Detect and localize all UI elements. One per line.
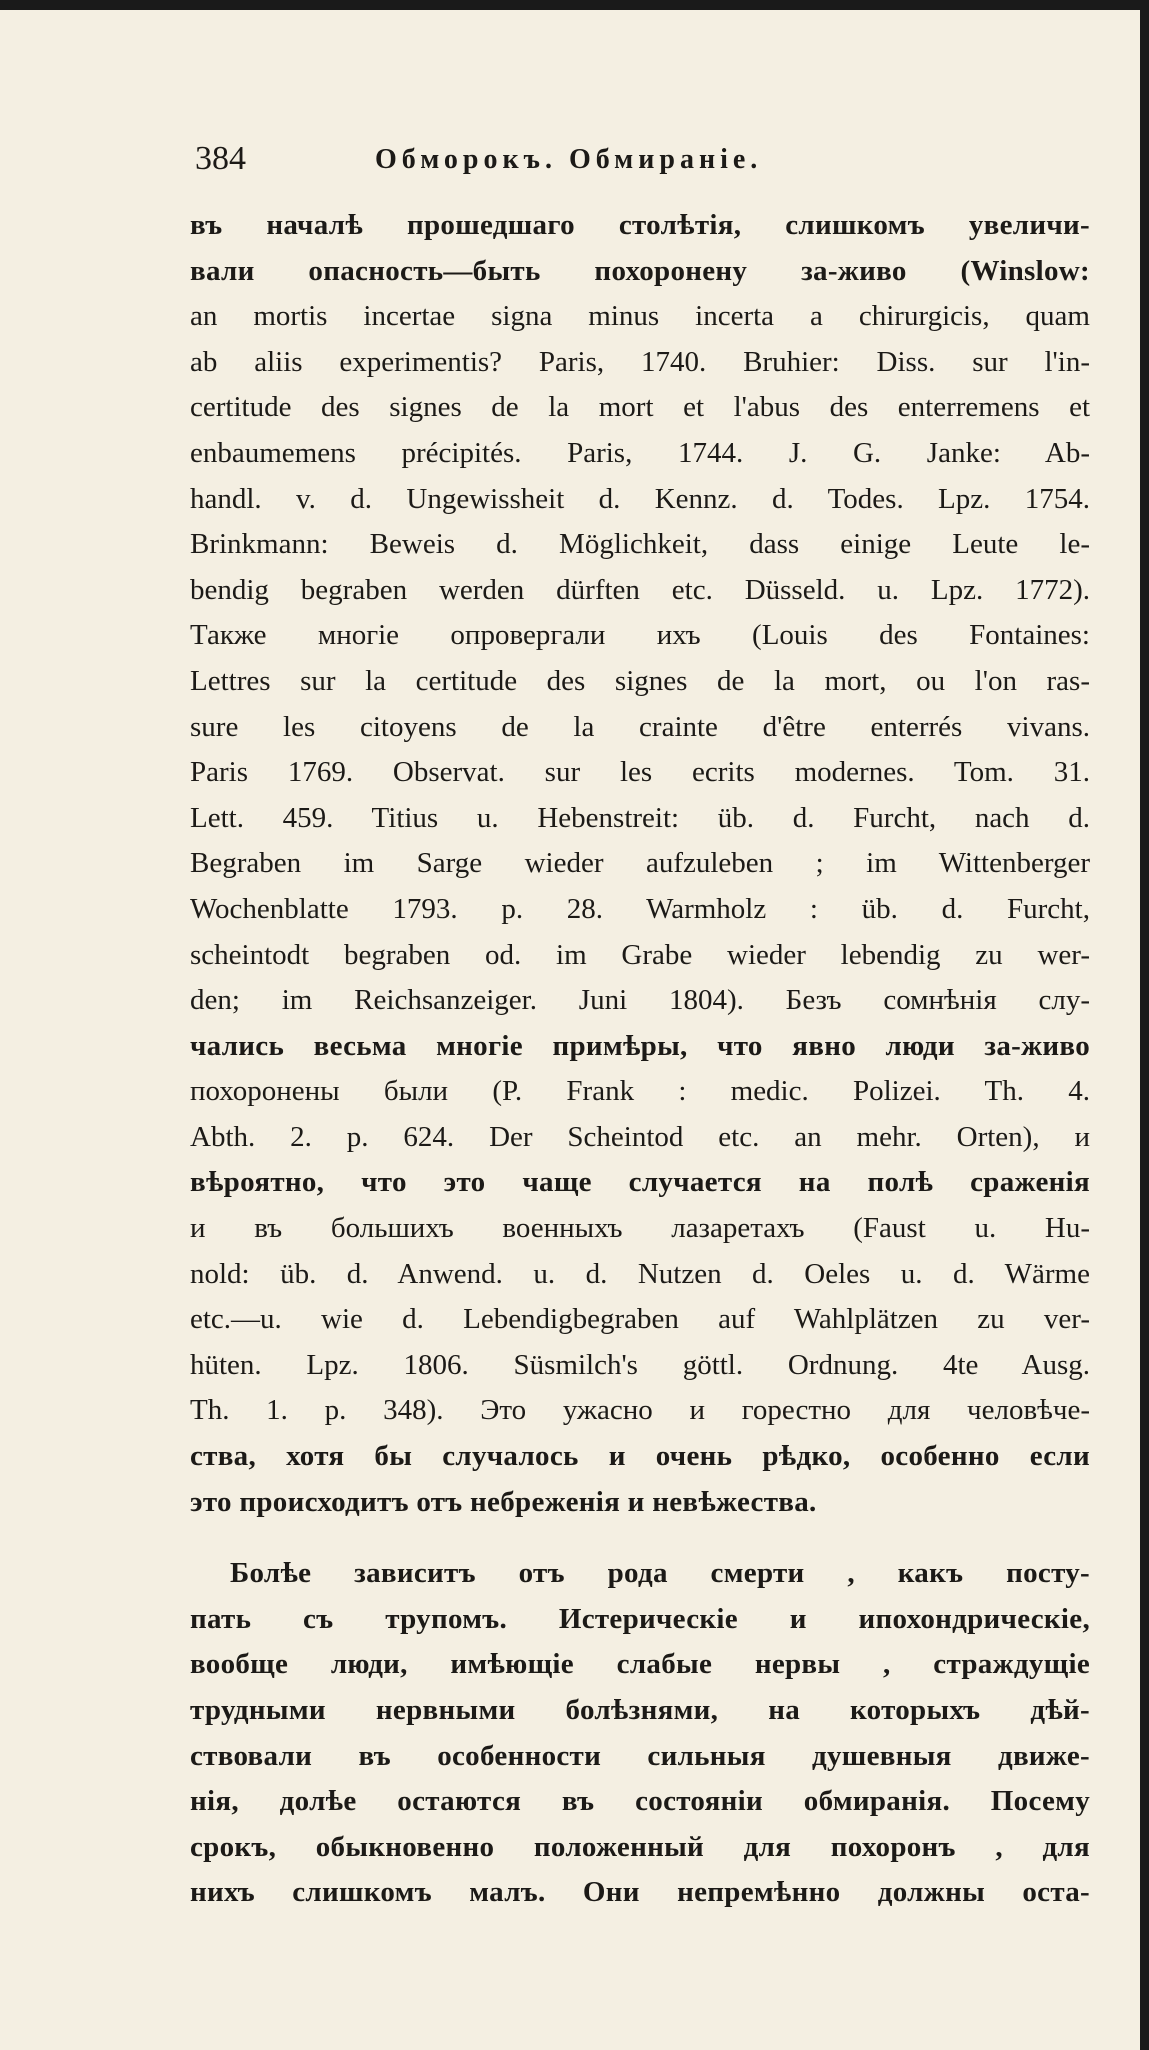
- text-line: etc.—u. wie d. Lebendigbegraben auf Wahlplätzen zu ver-: [190, 1303, 1090, 1336]
- text-line: scheintodt begraben od. im Grabe wieder lebendig zu wer-: [190, 938, 1090, 971]
- right-border: [1140, 0, 1149, 2050]
- text-line: den; im Reichsanzeiger. Juni 1804). Безъ сомнѣнiя слу-: [190, 984, 1090, 1017]
- text-line: вѣроятно, что это чаще случается на полѣ сраженiя: [190, 1166, 1090, 1199]
- text-line: вали опасность—быть похоронену за-живо (Winslow:: [190, 254, 1090, 287]
- text-line: Болѣе зависитъ отъ рода смерти , какъ посту-: [230, 1557, 1090, 1590]
- text-line: Также многiе опровергали ихъ (Louis des Fontaines:: [190, 619, 1090, 652]
- running-title: Обморокъ. Обмиранiе.: [375, 144, 763, 175]
- text-line: трудными нервными болѣзнями, на которыхъ дѣй-: [190, 1694, 1090, 1726]
- text-line: Paris 1769. Observat. sur les ecrits modernes. Tom. 31.: [190, 756, 1090, 789]
- text-line: нiя, долѣе остаются въ состоянiи обмиранiя. Посему: [190, 1785, 1090, 1818]
- page-number: 384: [195, 140, 246, 177]
- text-line: nold: üb. d. Anwend. u. d. Nutzen d. Oeles u. d. Wärme: [190, 1257, 1090, 1290]
- text-line: вообще люди, имѣющiе слабые нервы , страждущiе: [190, 1648, 1090, 1681]
- text-line: bendig begraben werden dürften etc. Düsseld. u. Lpz. 1772).: [190, 573, 1090, 606]
- text-line: Th. 1. p. 348). Это ужасно и горестно для человѣче-: [190, 1394, 1090, 1427]
- text-line: an mortis incertae signa minus incerta a chirurgicis, quam: [190, 300, 1090, 333]
- text-line: похоронены были (P. Frank : medic. Polizei. Th. 4.: [190, 1075, 1090, 1108]
- text-line: ab aliis experimentis? Paris, 1740. Bruhier: Diss. sur l'in-: [190, 345, 1090, 378]
- text-line: нихъ слишкомъ малъ. Они непремѣнно должны оста-: [190, 1876, 1090, 1909]
- text-line: Brinkmann: Beweis d. Möglichkeit, dass einige Leute le-: [190, 528, 1090, 561]
- text-line: пать съ трупомъ. Истерическiе и ипохондрическiе,: [190, 1602, 1090, 1635]
- body-text: [190, 203, 1090, 1916]
- text-line: certitude des signes de la mort et l'abus des enterremens et: [190, 391, 1090, 424]
- text-line: hüten. Lpz. 1806. Süsmilch's göttl. Ordnung. 4te Ausg.: [190, 1348, 1090, 1381]
- text-line: это происходитъ отъ небреженiя и невѣжества.: [190, 1485, 817, 1518]
- text-line: ства, хотя бы случалось и очень рѣдко, особенно если: [190, 1440, 1090, 1473]
- text-line: Abth. 2. p. 624. Der Scheintod etc. an mehr. Orten), и: [190, 1120, 1090, 1153]
- text-line: sure les citoyens de la crainte d'être enterrés vivans.: [190, 710, 1090, 743]
- text-line: и въ большихъ военныхъ лазаретахъ (Faust u. Hu-: [190, 1212, 1090, 1245]
- text-line: въ началѣ прошедшаго столѣтiя, слишкомъ увеличи-: [190, 209, 1090, 241]
- text-line: Begraben im Sarge wieder aufzuleben ; im Wittenberger: [190, 847, 1090, 880]
- text-line: handl. v. d. Ungewissheit d. Kennz. d. Todes. Lpz. 1754.: [190, 482, 1090, 515]
- text-line: Lettres sur la certitude des signes de la mort, ou l'on ras-: [190, 664, 1090, 697]
- text-line: ствовали въ особенности сильныя душевныя движе-: [190, 1739, 1090, 1772]
- text-line: Lett. 459. Titius u. Hebenstreit: üb. d. Furcht, nach d.: [190, 801, 1090, 834]
- text-line: чались весьма многiе примѣры, что явно люди за-живо: [190, 1029, 1090, 1062]
- top-border: [0, 0, 1149, 10]
- text-line: Wochenblatte 1793. p. 28. Warmholz : üb. d. Furcht,: [190, 892, 1090, 925]
- text-line: срокъ, обыкновенно положенный для похоронъ , для: [190, 1830, 1090, 1863]
- text-line: enbaumemens précipités. Paris, 1744. J. G. Janke: Ab-: [190, 436, 1090, 469]
- page-header: [195, 140, 1095, 190]
